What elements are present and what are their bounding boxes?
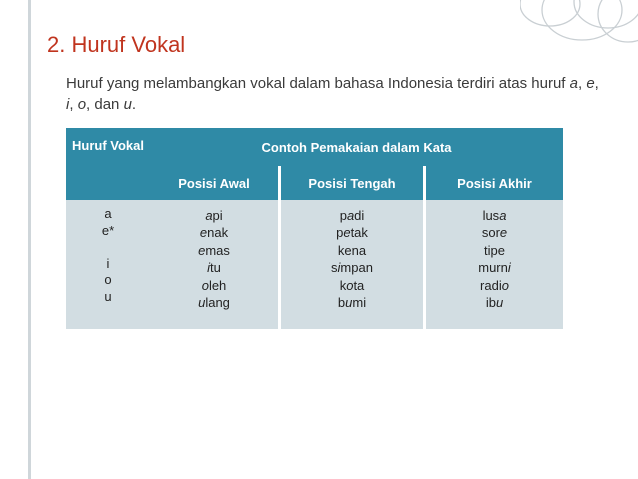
intro-text-fragment: , [69, 96, 78, 113]
example-word [150, 294, 278, 311]
example-word [426, 207, 563, 224]
word-fragment: k [339, 277, 347, 293]
intro-text-fragment: , [577, 75, 587, 92]
intro-text-fragment: u [123, 96, 132, 113]
vowel-item [66, 239, 150, 256]
word-fragment: o [201, 277, 209, 293]
decorative-rings [520, 0, 638, 60]
word-fragment: e [497, 242, 505, 258]
word-fragment: lus [482, 208, 500, 223]
word-fragment: b [337, 295, 346, 311]
example-word [281, 242, 423, 259]
example-word [281, 277, 423, 294]
word-fragment: o [501, 277, 509, 293]
header-contoh-pemakaian: Contoh Pemakaian dalam Kata [150, 128, 563, 166]
intro-text-fragment: Huruf yang melambangkan vokal dalam bahasa Indonesia terdiri atas huruf [66, 75, 570, 92]
intro-text-fragment: , dan [86, 96, 124, 113]
subheader-posisi-akhir: Posisi Akhir [425, 166, 564, 200]
subheader-posisi-tengah: Posisi Tengah [280, 166, 425, 200]
word-fragment: ta [353, 277, 365, 293]
example-word [281, 207, 423, 224]
example-word [426, 224, 563, 241]
example-word [426, 277, 563, 294]
cell-posisi-tengah [280, 200, 425, 329]
vowel-item: e* [101, 222, 115, 238]
word-fragment: a [499, 208, 507, 223]
intro-paragraph [66, 73, 606, 115]
word-fragment: e [343, 225, 351, 241]
subheader-posisi-awal: Posisi Awal [150, 166, 280, 200]
word-fragment: s [331, 260, 338, 276]
word-fragment: ib [485, 295, 496, 311]
word-fragment: e [199, 225, 208, 241]
word-fragment: lang [205, 295, 230, 311]
word-fragment: e [499, 225, 508, 241]
word-fragment: e [198, 242, 206, 258]
word-fragment: leh [208, 277, 227, 293]
header-huruf-vokal: Huruf Vokal [66, 128, 150, 200]
intro-text-fragment: i [66, 96, 70, 113]
vowel-item: i [106, 255, 110, 271]
intro-text-fragment: e [586, 75, 595, 92]
vowel-item: u [104, 288, 112, 304]
left-accent-bar [28, 0, 31, 479]
intro-text-fragment: , [594, 75, 599, 92]
word-fragment: mpan [340, 260, 373, 276]
word-fragment: e [344, 242, 352, 258]
cell-posisi-awal [150, 200, 280, 329]
vowel-item: o [104, 272, 112, 287]
example-word [426, 259, 563, 276]
word-fragment: radi [480, 277, 502, 293]
intro-text-fragment: . [131, 96, 137, 113]
word-fragment: i [207, 260, 211, 276]
word-fragment: sor [481, 225, 500, 241]
example-word [426, 294, 563, 311]
intro-text-fragment: o [77, 96, 87, 113]
example-word [150, 242, 278, 259]
word-fragment: tu [210, 260, 221, 276]
slide-title: 2. Huruf Vokal [47, 32, 186, 57]
word-fragment: nak [207, 225, 229, 241]
word-fragment: o [346, 277, 354, 293]
example-word [150, 259, 278, 276]
word-fragment: tip [484, 242, 498, 258]
word-fragment: di [354, 208, 365, 223]
word-fragment: u [345, 295, 353, 311]
word-fragment: i [337, 260, 341, 276]
word-fragment: p [336, 225, 344, 241]
vowel-list-cell [66, 200, 150, 329]
word-fragment: i [507, 260, 511, 276]
word-fragment: a [205, 208, 213, 223]
vowel-item: a [104, 206, 112, 221]
word-fragment: mi [352, 295, 367, 311]
example-word [150, 277, 278, 294]
example-word [281, 224, 423, 241]
word-fragment: p [339, 208, 347, 223]
word-fragment: u [198, 295, 206, 311]
word-fragment: u [495, 295, 504, 311]
example-word [150, 207, 278, 224]
example-word [150, 224, 278, 241]
word-fragment: murn [478, 260, 508, 276]
word-fragment: k [337, 242, 345, 258]
word-fragment: pi [212, 208, 223, 223]
example-word [281, 294, 423, 311]
word-fragment: na [351, 242, 367, 258]
word-fragment: tak [350, 225, 368, 241]
vowel-table [66, 128, 563, 329]
cell-posisi-akhir [425, 200, 564, 329]
example-word [281, 259, 423, 276]
word-fragment: a [346, 208, 355, 223]
intro-text-fragment: a [569, 75, 578, 92]
example-word [426, 242, 563, 259]
word-fragment: mas [205, 242, 230, 258]
